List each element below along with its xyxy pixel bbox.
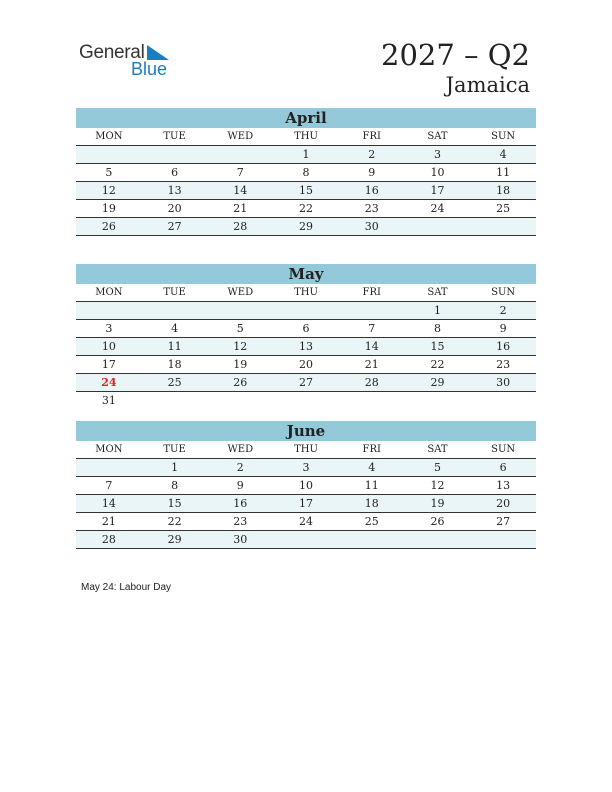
week-row: [76, 164, 536, 182]
weekday-label: MON: [95, 444, 123, 455]
day-cell: 13: [167, 184, 182, 197]
day-cell: 6: [499, 461, 507, 474]
day-cell: 17: [299, 497, 314, 510]
day-cell: 28: [233, 220, 248, 233]
day-cell: 23: [233, 515, 248, 528]
day-cell: 1: [171, 461, 179, 474]
month-june: [76, 421, 536, 549]
weekday-label: FRI: [362, 287, 381, 298]
month-may: [76, 264, 536, 409]
day-cell: 16: [364, 184, 379, 197]
weekday-label: TUE: [163, 131, 186, 142]
day-cell: 23: [364, 202, 379, 215]
day-cell: 18: [496, 184, 511, 197]
day-cell: [273, 302, 339, 319]
country-name: Jamaica: [445, 73, 530, 97]
month-april: [76, 108, 536, 236]
day-cell: 25: [364, 515, 379, 528]
day-cell: 1: [302, 148, 310, 161]
week-row: [76, 374, 536, 392]
week-row: [76, 218, 536, 236]
day-cell: 18: [167, 358, 182, 371]
day-cell: [405, 218, 471, 235]
weekday-label: SAT: [427, 287, 448, 298]
logo-text-blue: Blue: [131, 59, 168, 79]
day-cell: [207, 302, 273, 319]
day-cell: 4: [499, 148, 507, 161]
day-cell: 30: [233, 533, 248, 546]
day-cell: 13: [299, 340, 314, 353]
week-row: [76, 338, 536, 356]
day-cell: 27: [167, 220, 182, 233]
day-cell: 16: [233, 497, 248, 510]
day-cell: 4: [171, 322, 179, 335]
weekday-label: FRI: [362, 131, 381, 142]
weekday-label: THU: [294, 131, 318, 142]
week-row: [76, 531, 536, 549]
logo-text-general: General: [79, 42, 145, 63]
day-cell: [405, 392, 471, 409]
day-cell: 27: [496, 515, 511, 528]
weekday-label: THU: [294, 444, 318, 455]
day-cell: 9: [236, 479, 244, 492]
day-cell: [76, 302, 142, 319]
week-row: [76, 477, 536, 495]
day-cell: 7: [236, 166, 244, 179]
logo-triangle-icon: [147, 45, 169, 60]
day-cell: 5: [105, 166, 113, 179]
day-cell: 26: [233, 376, 248, 389]
day-cell: 3: [433, 148, 441, 161]
week-row: [76, 182, 536, 200]
day-cell: [142, 146, 208, 163]
month-header: May: [76, 264, 536, 284]
day-cell: 22: [167, 515, 182, 528]
weekday-label: THU: [294, 287, 318, 298]
day-cell: [207, 146, 273, 163]
day-cell: 25: [167, 376, 182, 389]
day-cell: 12: [101, 184, 116, 197]
day-cell: 17: [430, 184, 445, 197]
day-cell: 2: [499, 304, 507, 317]
day-cell: 4: [368, 461, 376, 474]
day-cell: 8: [433, 322, 441, 335]
day-cell: 21: [364, 358, 379, 371]
day-cell: 29: [299, 220, 314, 233]
day-cell: 30: [364, 220, 379, 233]
day-cell: 3: [105, 322, 113, 335]
weekday-label: MON: [95, 131, 123, 142]
weekday-row: [76, 284, 536, 302]
day-cell: 10: [299, 479, 314, 492]
weekday-label: SAT: [427, 131, 448, 142]
day-cell: [470, 531, 536, 548]
week-row: [76, 146, 536, 164]
day-cell: 11: [167, 340, 182, 353]
day-cell: 30: [496, 376, 511, 389]
day-cell: [470, 218, 536, 235]
weekday-label: TUE: [163, 444, 186, 455]
week-row: [76, 320, 536, 338]
day-cell: 7: [105, 479, 113, 492]
day-cell: 27: [299, 376, 314, 389]
day-cell: [142, 392, 208, 409]
day-cell: [273, 531, 339, 548]
weekday-label: WED: [227, 131, 254, 142]
day-cell: 28: [101, 533, 116, 546]
day-cell: 10: [101, 340, 116, 353]
day-cell: 14: [364, 340, 379, 353]
day-cell: [207, 392, 273, 409]
week-row: [76, 513, 536, 531]
day-cell: 18: [364, 497, 379, 510]
day-cell: 26: [101, 220, 116, 233]
day-cell: 16: [496, 340, 511, 353]
day-cell: 10: [430, 166, 445, 179]
day-cell: 11: [364, 479, 379, 492]
day-cell: 9: [499, 322, 507, 335]
day-cell: 1: [433, 304, 441, 317]
month-header: April: [76, 108, 536, 128]
day-cell: 20: [299, 358, 314, 371]
weekday-label: FRI: [362, 444, 381, 455]
day-cell: 25: [496, 202, 511, 215]
day-cell: 8: [171, 479, 179, 492]
day-cell: 15: [430, 340, 445, 353]
day-cell: 13: [496, 479, 511, 492]
day-cell: 24: [299, 515, 314, 528]
day-cell: 7: [368, 322, 376, 335]
day-cell: 23: [496, 358, 511, 371]
weekday-label: SAT: [427, 444, 448, 455]
holiday-note: May 24: Labour Day: [81, 582, 172, 593]
week-row: [76, 356, 536, 374]
weekday-label: TUE: [163, 287, 186, 298]
day-cell: 12: [233, 340, 248, 353]
day-cell: [76, 459, 142, 476]
weekday-label: SUN: [491, 444, 516, 455]
month-header: June: [76, 421, 536, 441]
day-cell: 15: [299, 184, 314, 197]
page-title: 2027 – Q2: [381, 38, 530, 72]
day-cell: 9: [368, 166, 376, 179]
generalblue-logo: [79, 40, 179, 80]
day-cell: [339, 302, 405, 319]
day-cell: 29: [430, 376, 445, 389]
day-cell: 2: [368, 148, 376, 161]
week-row: [76, 392, 536, 409]
day-cell: 24: [430, 202, 445, 215]
day-cell: 22: [299, 202, 314, 215]
day-cell: 26: [430, 515, 445, 528]
day-cell: 15: [167, 497, 182, 510]
day-cell: [339, 392, 405, 409]
day-cell: 19: [101, 202, 116, 215]
day-cell: 2: [236, 461, 244, 474]
week-row: [76, 200, 536, 218]
week-row: [76, 495, 536, 513]
day-cell: [339, 531, 405, 548]
day-cell: 17: [101, 358, 116, 371]
day-cell: 29: [167, 533, 182, 546]
weekday-label: SUN: [491, 131, 516, 142]
day-cell: [273, 392, 339, 409]
holiday-day-cell: 24: [101, 376, 117, 389]
day-cell: [76, 146, 142, 163]
day-cell: 8: [302, 166, 310, 179]
day-cell: 6: [302, 322, 310, 335]
day-cell: 22: [430, 358, 445, 371]
weekday-label: WED: [227, 444, 254, 455]
day-cell: 5: [236, 322, 244, 335]
day-cell: 20: [167, 202, 182, 215]
weekday-row: [76, 128, 536, 146]
day-cell: [470, 392, 536, 409]
day-cell: 11: [496, 166, 511, 179]
day-cell: 21: [233, 202, 248, 215]
day-cell: 12: [430, 479, 445, 492]
weekday-label: WED: [227, 287, 254, 298]
day-cell: [142, 302, 208, 319]
week-row: [76, 302, 536, 320]
day-cell: 5: [433, 461, 441, 474]
weekday-row: [76, 441, 536, 459]
day-cell: 21: [101, 515, 116, 528]
day-cell: 6: [171, 166, 179, 179]
day-cell: 28: [364, 376, 379, 389]
day-cell: 14: [233, 184, 248, 197]
day-cell: 20: [496, 497, 511, 510]
weekday-label: MON: [95, 287, 123, 298]
weekday-label: SUN: [491, 287, 516, 298]
day-cell: 19: [233, 358, 248, 371]
week-row: [76, 459, 536, 477]
day-cell: 19: [430, 497, 445, 510]
day-cell: 31: [101, 394, 116, 407]
day-cell: [405, 531, 471, 548]
holiday-notes: [81, 582, 171, 593]
day-cell: 14: [101, 497, 116, 510]
day-cell: 3: [302, 461, 310, 474]
